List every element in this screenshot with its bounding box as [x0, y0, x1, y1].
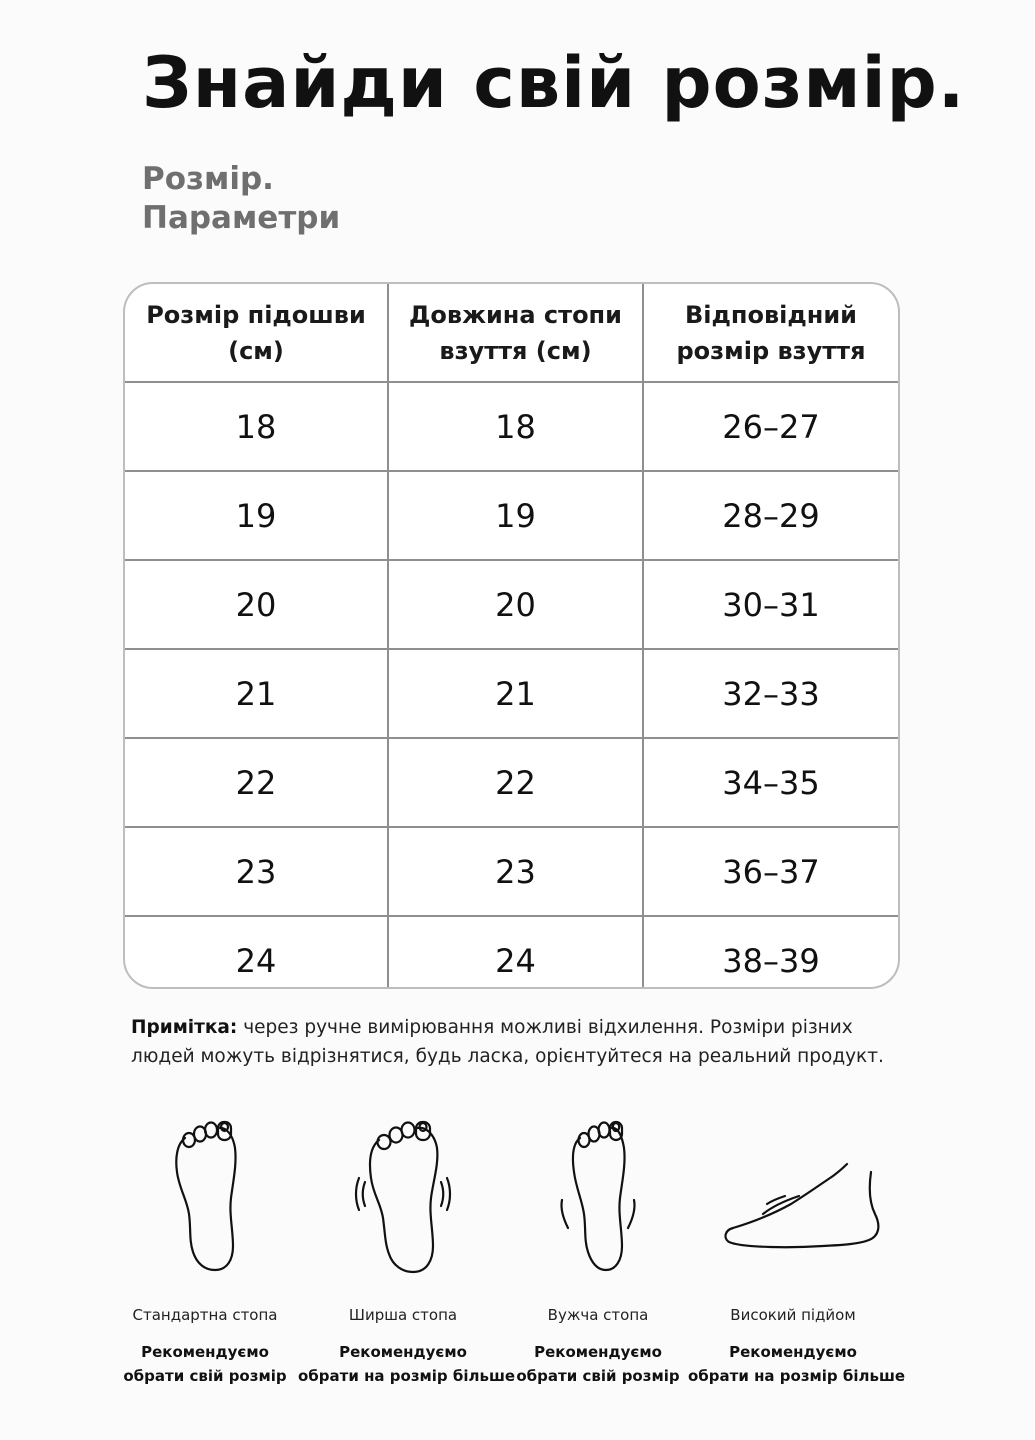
section-subtitle [142, 160, 340, 238]
cell-sole-size: 22 [125, 738, 388, 827]
header-foot-length-line-2: взуття (см) [439, 336, 592, 365]
recommendation-line-1: Рекомендуємо [339, 1343, 467, 1361]
foot-type-standard [100, 1110, 310, 1388]
cell-shoe-size: 34–35 [643, 738, 898, 827]
recommendation-line-1: Рекомендуємо [141, 1343, 269, 1361]
recommendation-line-2: обрати свій розмір [123, 1367, 287, 1385]
cell-shoe-size: 32–33 [643, 649, 898, 738]
header-shoe-size-line-1: Відповідний [685, 300, 857, 329]
size-table-container [123, 282, 900, 989]
cell-foot-length: 18 [388, 382, 643, 471]
foot-type-recommendation [493, 1340, 703, 1388]
subtitle-line-1: Розмір. [142, 161, 274, 197]
recommendation-line-1: Рекомендуємо [534, 1343, 662, 1361]
size-table [125, 284, 898, 989]
cell-foot-length: 23 [388, 827, 643, 916]
cell-foot-length: 19 [388, 471, 643, 560]
cell-sole-size: 20 [125, 560, 388, 649]
wide-foot-icon [298, 1110, 508, 1290]
header-shoe-size-line-2: розмір взуття [676, 336, 866, 365]
subtitle-line-2: Параметри [142, 200, 341, 236]
table-header-row [125, 284, 898, 382]
foot-type-label: Стандартна стопа [132, 1306, 278, 1324]
cell-shoe-size: 28–29 [643, 471, 898, 560]
header-sole-size-line-2: (см) [228, 336, 284, 365]
foot-types [100, 1110, 1000, 1410]
foot-type-label: Ширша стопа [348, 1306, 458, 1324]
high-instep-foot-icon [688, 1110, 898, 1290]
cell-sole-size: 19 [125, 471, 388, 560]
note-text-1: через ручне вимірювання можливі відхилення. Розміри різних [237, 1017, 853, 1038]
table-row [125, 916, 898, 989]
cell-sole-size: 18 [125, 382, 388, 471]
table-row [125, 382, 898, 471]
foot-type-recommendation [688, 1340, 906, 1388]
recommendation-line-2: обрати на розмір більше [298, 1367, 516, 1385]
recommendation-line-2: обрати на розмір більше [688, 1367, 906, 1385]
header-shoe-size [643, 284, 898, 382]
header-foot-length-line-1: Довжина стопи [409, 300, 622, 329]
note-line-2: людей можуть відрізнятися, будь ласка, орієнтуйтеся на реальний продукт. [131, 1046, 884, 1067]
foot-type-narrower [493, 1110, 703, 1388]
standard-foot-icon [100, 1110, 310, 1290]
foot-type-label: Вужча стопа [547, 1306, 649, 1324]
recommendation-line-1: Рекомендуємо [729, 1343, 857, 1361]
cell-shoe-size: 38–39 [643, 916, 898, 989]
foot-type-recommendation [100, 1340, 310, 1388]
foot-type-recommendation [298, 1340, 516, 1388]
table-row [125, 738, 898, 827]
foot-type-label: Високий підйом [730, 1306, 856, 1324]
narrow-foot-icon [493, 1110, 703, 1290]
note-label: Примітка: [131, 1017, 238, 1038]
table-row [125, 471, 898, 560]
foot-type-high-instep [688, 1110, 906, 1388]
cell-shoe-size: 36–37 [643, 827, 898, 916]
header-sole-size-line-1: Розмір підошви [146, 300, 366, 329]
header-foot-length [388, 284, 643, 382]
cell-foot-length: 24 [388, 916, 643, 989]
cell-sole-size: 21 [125, 649, 388, 738]
cell-sole-size: 23 [125, 827, 388, 916]
foot-type-wider [298, 1110, 516, 1388]
measurement-note [131, 1013, 901, 1071]
header-sole-size [125, 284, 388, 382]
table-row [125, 649, 898, 738]
table-row [125, 827, 898, 916]
recommendation-line-2: обрати свій розмір [516, 1367, 680, 1385]
cell-shoe-size: 30–31 [643, 560, 898, 649]
cell-foot-length: 22 [388, 738, 643, 827]
cell-foot-length: 20 [388, 560, 643, 649]
cell-foot-length: 21 [388, 649, 643, 738]
cell-sole-size: 24 [125, 916, 388, 989]
table-row [125, 560, 898, 649]
cell-shoe-size: 26–27 [643, 382, 898, 471]
page-title: Знайди свій розмір. [142, 42, 966, 124]
note-line-1 [131, 1013, 901, 1042]
